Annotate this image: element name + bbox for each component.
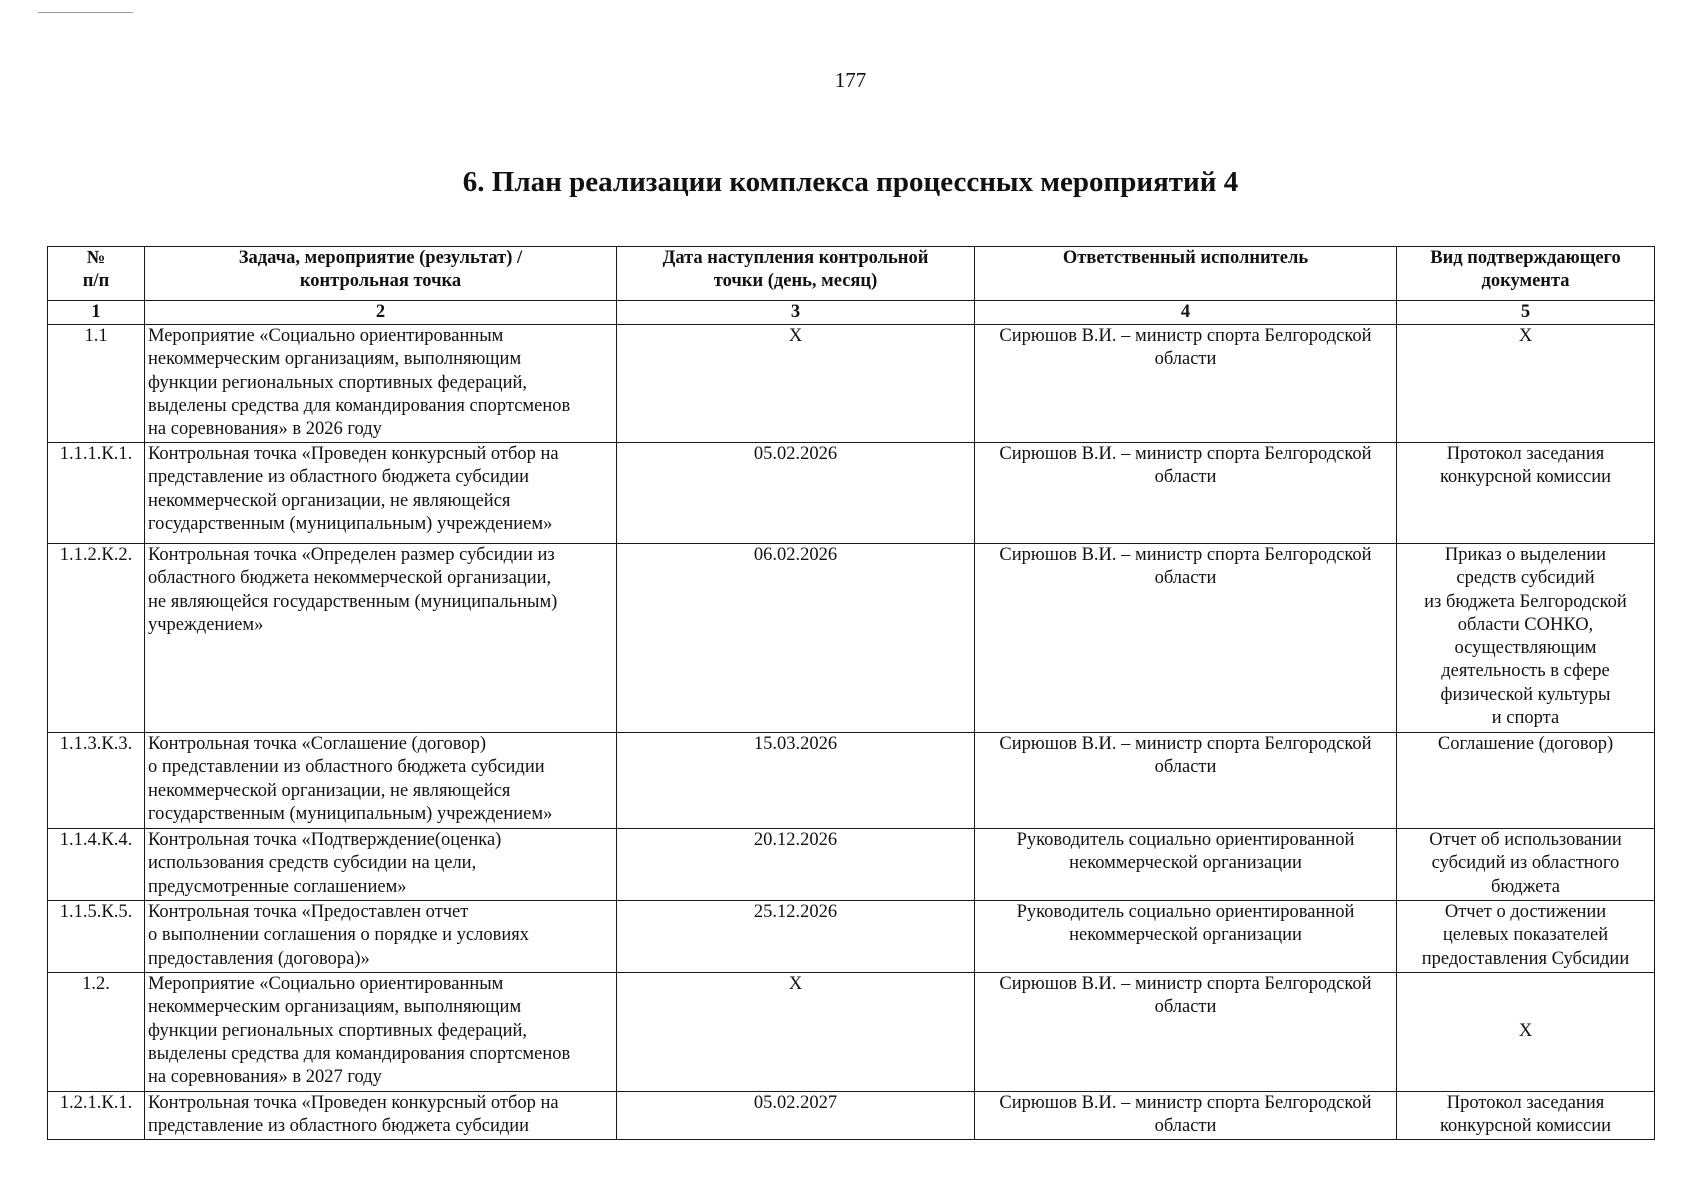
row-date: 06.02.2026 xyxy=(617,544,975,733)
row-date: X xyxy=(617,325,975,443)
row-responsible: Руководитель социально ориентированной некоммерческой организации xyxy=(975,901,1397,973)
implementation-plan-table xyxy=(47,246,1655,1140)
column-index-1: 1 xyxy=(48,301,145,325)
row-date: 25.12.2026 xyxy=(617,901,975,973)
table-row xyxy=(48,973,1655,1092)
row-number: 1.1.2.К.2. xyxy=(48,544,145,733)
column-index-4: 4 xyxy=(975,301,1397,325)
row-responsible: Сирюшов В.И. – министр спорта Белгородской области xyxy=(975,1092,1397,1140)
row-number: 1.2. xyxy=(48,973,145,1092)
table-row xyxy=(48,829,1655,901)
row-responsible: Сирюшов В.И. – министр спорта Белгородской области xyxy=(975,325,1397,443)
row-task: Мероприятие «Социально ориентированным некоммерческим организациям, выполняющим функции региональных спортивных федераций, выделены средства для командирования спортсменов на соревнования» в 2027 году xyxy=(145,973,617,1092)
row-document: Протокол заседания конкурсной комиссии xyxy=(1397,1092,1655,1140)
row-document: Соглашение (договор) xyxy=(1397,733,1655,829)
row-date: X xyxy=(617,973,975,1092)
row-responsible: Сирюшов В.И. – министр спорта Белгородской области xyxy=(975,733,1397,829)
row-document: Отчет об использовании субсидий из областного бюджета xyxy=(1397,829,1655,901)
row-number: 1.1 xyxy=(48,325,145,443)
column-index-5: 5 xyxy=(1397,301,1655,325)
row-document: Протокол заседания конкурсной комиссии xyxy=(1397,443,1655,544)
row-task: Контрольная точка «Подтверждение(оценка) использования средств субсидии на цели, предусмотренные соглашением» xyxy=(145,829,617,901)
table-row xyxy=(48,733,1655,829)
column-index-3: 3 xyxy=(617,301,975,325)
table-row xyxy=(48,901,1655,973)
row-responsible: Сирюшов В.И. – министр спорта Белгородской области xyxy=(975,544,1397,733)
row-date: 20.12.2026 xyxy=(617,829,975,901)
row-document: X xyxy=(1397,325,1655,443)
table-row xyxy=(48,325,1655,443)
row-date: 15.03.2026 xyxy=(617,733,975,829)
column-index-2: 2 xyxy=(145,301,617,325)
row-task: Контрольная точка «Определен размер субсидии из областного бюджета некоммерческой организации, не являющейся государственным (муниципальным) учреждением» xyxy=(145,544,617,733)
row-task: Контрольная точка «Предоставлен отчет о выполнении соглашения о порядке и условиях предоставления (договора)» xyxy=(145,901,617,973)
row-document: Приказ о выделении средств субсидий из бюджета Белгородской области СОНКО, осуществляющим деятельность в сфере физической культуры и спорта xyxy=(1397,544,1655,733)
header-document: Вид подтверждающего документа xyxy=(1397,247,1655,301)
row-number: 1.1.1.К.1. xyxy=(48,443,145,544)
table-row xyxy=(48,544,1655,733)
table-row xyxy=(48,443,1655,544)
row-document: Отчет о достижении целевых показателей предоставления Субсидии xyxy=(1397,901,1655,973)
table-row xyxy=(48,1092,1655,1140)
row-responsible: Сирюшов В.И. – министр спорта Белгородской области xyxy=(975,973,1397,1092)
row-date: 05.02.2026 xyxy=(617,443,975,544)
row-task: Мероприятие «Социально ориентированным некоммерческим организациям, выполняющим функции региональных спортивных федераций, выделены средства для командирования спортсменов на соревнования» в 2026 году xyxy=(145,325,617,443)
row-task: Контрольная точка «Проведен конкурсный отбор на представление из областного бюджета субсидии некоммерческой организации, не являющейся государственным (муниципальным) учреждением» xyxy=(145,443,617,544)
table-header-row xyxy=(48,247,1655,301)
column-index-row xyxy=(48,301,1655,325)
header-task: Задача, мероприятие (результат) / контрольная точка xyxy=(145,247,617,301)
row-responsible: Сирюшов В.И. – министр спорта Белгородской области xyxy=(975,443,1397,544)
document-title: 6. План реализации комплекса процессных мероприятий 4 xyxy=(462,166,1239,198)
row-task: Контрольная точка «Проведен конкурсный отбор на представление из областного бюджета субсидии xyxy=(145,1092,617,1140)
row-number: 1.1.4.К.4. xyxy=(48,829,145,901)
header-responsible: Ответственный исполнитель xyxy=(975,247,1397,301)
page-number: 177 xyxy=(834,68,867,92)
row-number: 1.1.5.К.5. xyxy=(48,901,145,973)
row-number: 1.2.1.К.1. xyxy=(48,1092,145,1140)
row-task: Контрольная точка «Соглашение (договор) о представлении из областного бюджета субсидии некоммерческой организации, не являющейся государственным (муниципальным) учреждением» xyxy=(145,733,617,829)
header-number: № п/п xyxy=(48,247,145,301)
row-responsible: Руководитель социально ориентированной некоммерческой организации xyxy=(975,829,1397,901)
header-date: Дата наступления контрольной точки (день, месяц) xyxy=(617,247,975,301)
row-number: 1.1.3.К.3. xyxy=(48,733,145,829)
scan-artifact-line xyxy=(38,12,133,13)
row-date: 05.02.2027 xyxy=(617,1092,975,1140)
row-document: X xyxy=(1397,973,1655,1092)
